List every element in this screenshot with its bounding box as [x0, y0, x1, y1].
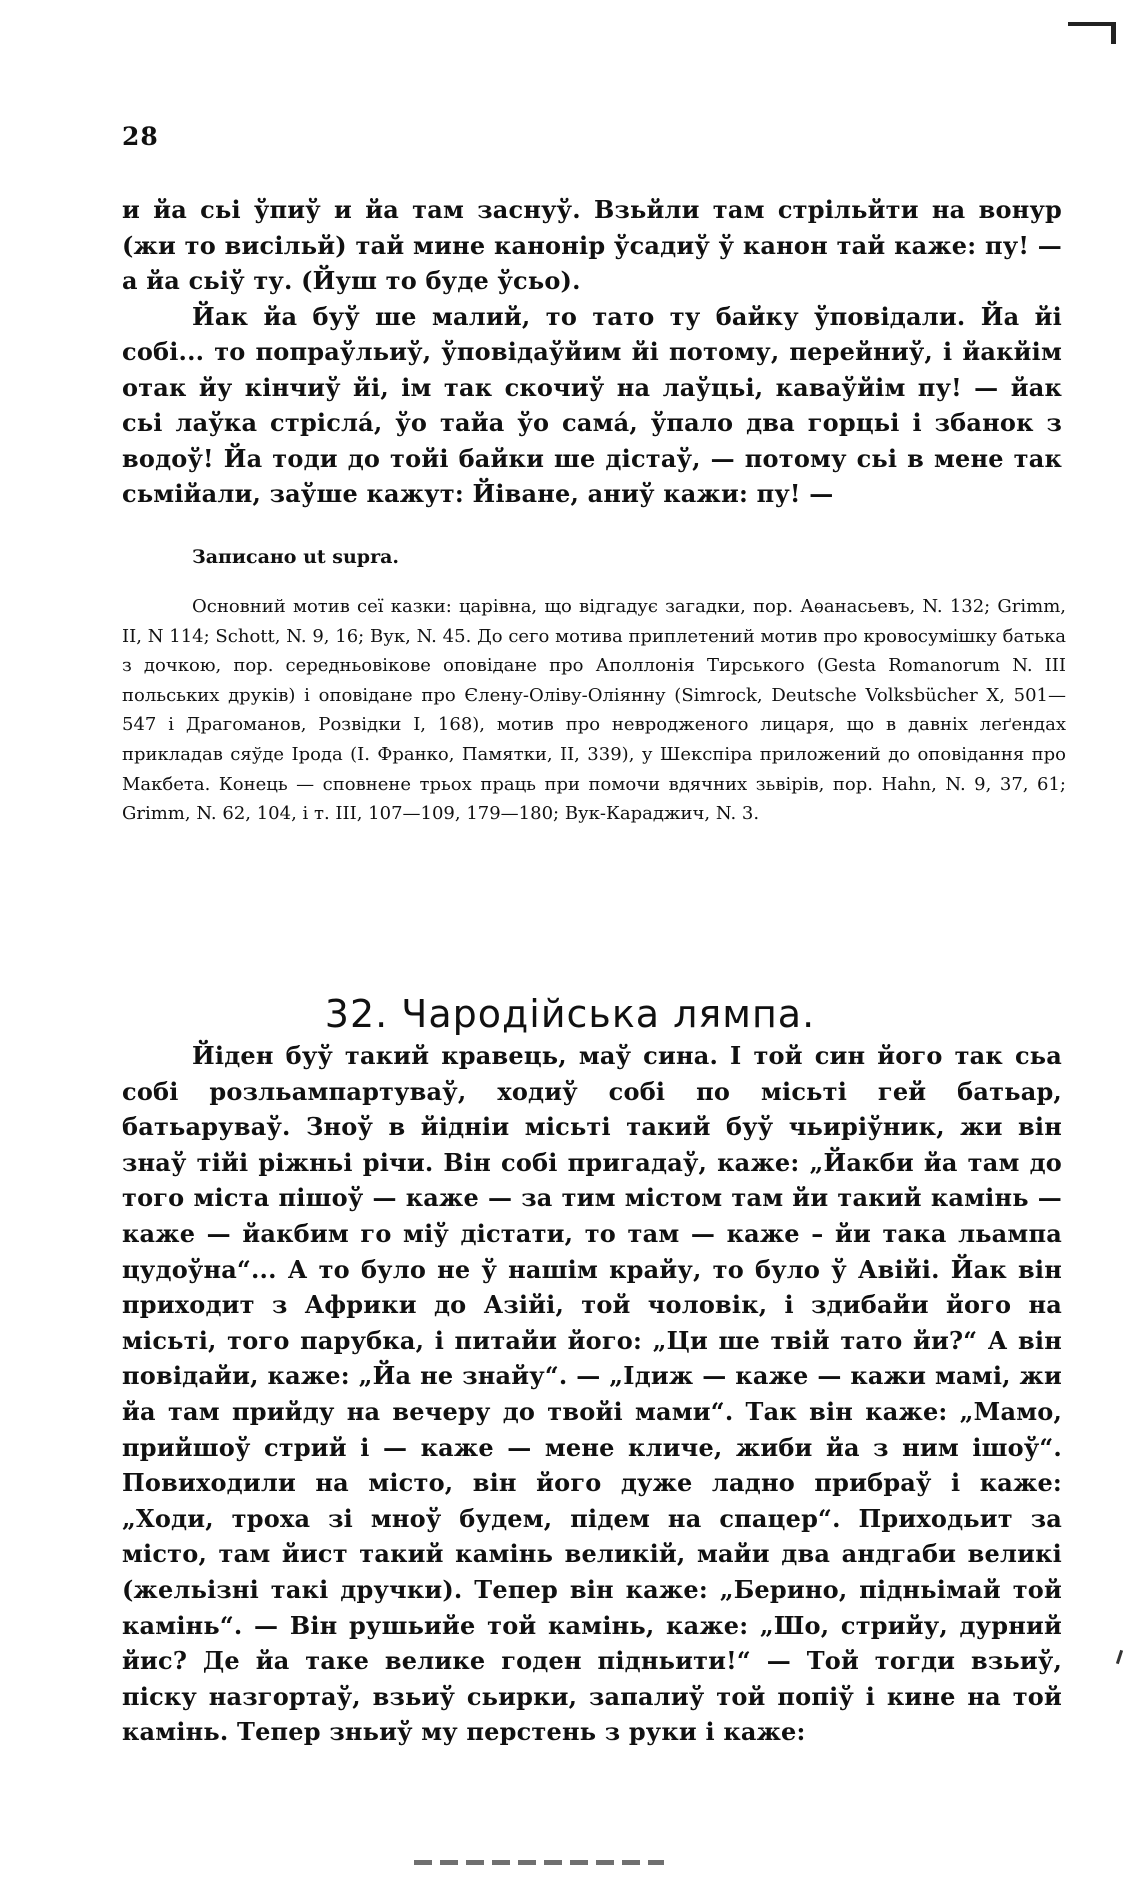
story-ending-paragraph-1: и йа сьі ўпиў и йа там заснуў. Взьйли там стрільйти на вонур (жи то висільй) тай мине канонір ўсадиў ў канон тай каже: пу! — а йа сьіў ту. (Йуш то буде ўсьо).: [122, 195, 1062, 295]
story-ending: [122, 192, 1062, 512]
section-title: 32. Чародійська лямпа.: [324, 991, 816, 1036]
print-smudge: [414, 1860, 664, 1865]
scholarly-footnote: [122, 592, 1066, 829]
record-note: Записано ut supra.: [192, 546, 400, 568]
story-ending-paragraph-2: Йак йа буў ше малий, то тато ту байку ўповідали. Йа йі собі... то попраўльиў, ўповідаўйим йі потому, перейниў, і йакйім отак йу кінчиў йі, ім так скочиў на лаўцьі, каваўйім пу! — йак сьі лаўка стріслá, ўо тайа ўо самá, ўпало два горцьі і збанок з водоў! Йа тоди до тойі байки ше дістаў, — потому сьі в мене так сьмійали, заўше кажут: Йіване, аниў кажи: пу! —: [122, 301, 1062, 508]
corner-crop-mark: [1068, 22, 1116, 42]
section-paragraph: Йіден буў такий кравець, маў сина. І той син його так сьа собі розльампартуваў, ходиў собі по місьті гей батьар, батьаруваў. Зноў в йідніи місьті такий буў чьиріўник, жи він знаў тійі ріжньі річи. Він собі пригадаў, каже: „Йакби йа там до того міста пішоў — каже — за тим містом там йи такий камінь — каже — йакбим го міў дістати, то там — каже – йи така льампа цудоўна“... А то було не ў нашім крайу, то було ў Авійі. Йак він приходит з Африки до Азійі, той чоловік, і здибайи його на місьті, того парубка, і питайи його: „Ци ше твій тато йи?“ А він повідайи, каже: „Йа не знайу“. — „Ідиж — каже — кажи мамі, жи йа там прийду на вечеру до твойі мами“. Так він каже: „Мамо, прийшоў стрий і — каже — мене кличе, жиби йа з ним ішоў“. Повиходили на місто, він його дуже ладно прибраў і каже: „Ходи, троха зі мноў будем, підем на спацер“. Приходьит за місто, там йист такий камінь великій, майи два андгаби великі (жельізні такі дручки). Тепер він каже: „Берино, підньімай той камінь“. — Він рушьийе той камінь, каже: „Шо, стрийу, дурний йис? Де йа таке велике годен підньити!“ — Той тогди взьиў, піску назгортаў, взьиў сьирки, запалиў той попіў і кине на той камінь. Тепер зньиў му перстень з руки і каже:: [122, 1041, 1062, 1747]
page-number: 28: [122, 122, 159, 151]
section-body: [122, 1038, 1062, 1750]
footnote-text: Основний мотив сеї казки: царівна, що відгадує загадки, пор. Аѳанасьевъ, N. 132; Grimm, II, N 114; Schott, N. 9, 16; Вук, N. 45. До сего мотива приплетений мотив про кровосумішку батька з дочкою, пор. середньовікове оповідане про Аполлонія Тирського (Gesta Romanorum N. III польських друків) і оповідане про Єлену-Оліву-Оліянну (Simrock, Deutsche Volksbücher X, 501—547 і Драгоманов, Розвідки I, 168), мотив про невродженого лицаря, що в давніх леґендах прикладав сяўде Ірода (I. Франко, Памятки, II, 339), у Шекспіра приложений до оповідання про Макбета. Конець — сповнене трьох праць при помочи вдячних зьвірів, пор. Hahn, N. 9, 37, 61; Grimm, N. 62, 104, і т. III, 107—109, 179—180; Вук-Караджич, N. 3.: [122, 596, 1066, 825]
margin-mark: [1116, 1650, 1123, 1664]
